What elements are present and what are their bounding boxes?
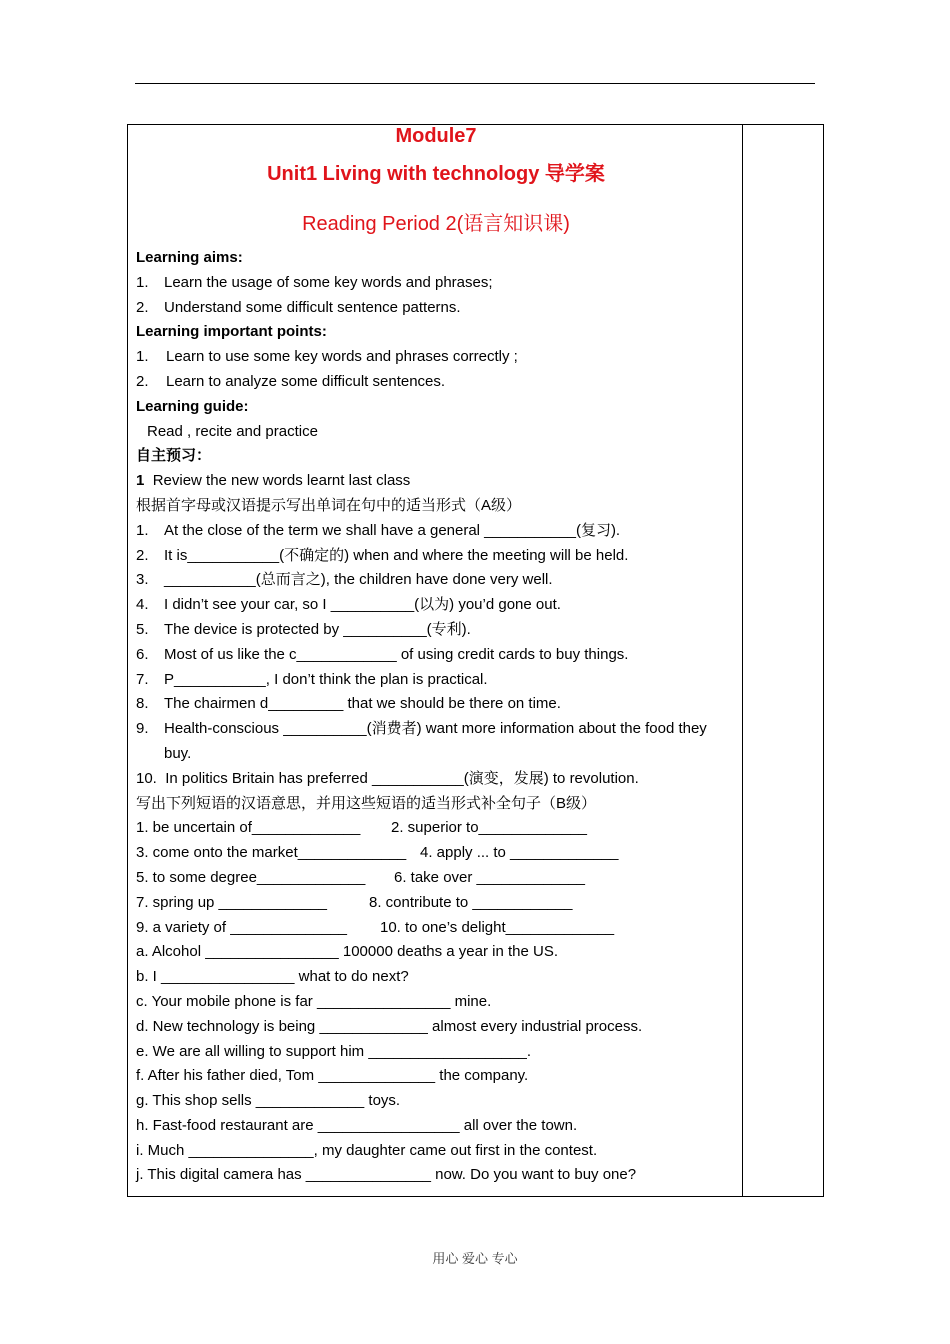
phrase-row: 7. spring up _____________ 8. contribute to ____________ (136, 893, 573, 911)
fill-sentence: g. This shop sells _____________ toys. (136, 1092, 401, 1110)
sentence-item: 4. I didn’t see your car, so I __________(以为) you’d gone out. (136, 596, 561, 614)
points-heading: Learning important points: (136, 323, 327, 341)
column-divider (742, 124, 743, 1196)
fill-sentence: e. We are all willing to support him ___________________. (136, 1042, 531, 1060)
page-footer: 用心 爱心 专心 (432, 1251, 518, 1266)
phrase-row: 5. to some degree_____________ 6. take over _____________ (136, 868, 585, 886)
fill-sentence: f. After his father died, Tom ______________ the company. (136, 1067, 529, 1085)
sentence-item: 1. At the close of the term we shall have a general ___________(复习). (136, 521, 621, 539)
sentence-item: 2. It is___________(不确定的) when and where the meeting will be held. (136, 546, 629, 564)
aim-item: 2. Understand some difficult sentence patterns. (136, 298, 461, 316)
fill-sentence: i. Much _______________, my daughter came out first in the contest. (136, 1141, 598, 1159)
module-title: Module7 (395, 125, 477, 147)
point-item: 1. Learn to use some key words and phrases correctly ; (136, 348, 518, 366)
review-line: 1 Review the new words learnt last class (136, 472, 411, 490)
guide-heading: Learning guide: (136, 397, 249, 415)
sentence-item: 6. Most of us like the c____________ of using credit cards to buy things. (136, 645, 629, 663)
phrase-row: 3. come onto the market_____________ 4. apply ... to _____________ (136, 844, 619, 862)
fill-sentence: a. Alcohol ________________ 100000 deaths a year in the US. (136, 943, 559, 961)
fill-sentence: b. I ________________ what to do next? (136, 968, 409, 986)
fill-sentence: h. Fast-food restaurant are _________________ all over the town. (136, 1116, 578, 1134)
instruction-b: 写出下列短语的汉语意思，并用这些短语的适当形式补全句子（B级） (136, 794, 597, 812)
worksheet-content (136, 124, 736, 1188)
fill-sentence: j. This digital camera has _______________ now. Do you want to buy one? (136, 1166, 637, 1184)
sentence-item: 9. Health-conscious __________(消费者) want more information about the food they buy. (136, 720, 707, 762)
sentence-item: 3. ___________(总而言之), the children have done very well. (136, 571, 553, 589)
aims-heading: Learning aims: (136, 249, 243, 266)
fill-sentence: d. New technology is being _____________ almost every industrial process. (136, 1017, 643, 1035)
phrase-row: 9. a variety of ______________ 10. to one’s delight_____________ (136, 918, 615, 936)
sentence-item: 7. P___________, I don’t think the plan is practical. (136, 670, 488, 688)
point-item: 2. Learn to analyze some difficult sentences. (136, 372, 446, 390)
sentence-item: 8. The chairmen d_________ that we should be there on time. (136, 695, 561, 713)
phrase-row: 1. be uncertain of_____________ 2. superior to_____________ (136, 819, 587, 837)
guide-text: Read , recite and practice (147, 422, 318, 440)
aim-item: 1. Learn the usage of some key words and phrases; (136, 273, 493, 291)
period-title: Reading Period 2(语言知识课) (302, 213, 570, 235)
sentence-item: 10. In politics Britain has preferred ___________(演变，发展) to revolution. (136, 769, 639, 787)
preview-heading: 自主预习： (136, 447, 212, 465)
fill-sentence: c. Your mobile phone is far ________________ mine. (136, 992, 492, 1010)
header-rule (135, 83, 815, 84)
sentence-item: 5. The device is protected by __________(专利). (136, 620, 471, 638)
unit-title: Unit1 Living with technology 导学案 (267, 163, 605, 185)
instruction-a: 根据首字母或汉语提示写出单词在句中的适当形式（A级） (136, 496, 522, 514)
